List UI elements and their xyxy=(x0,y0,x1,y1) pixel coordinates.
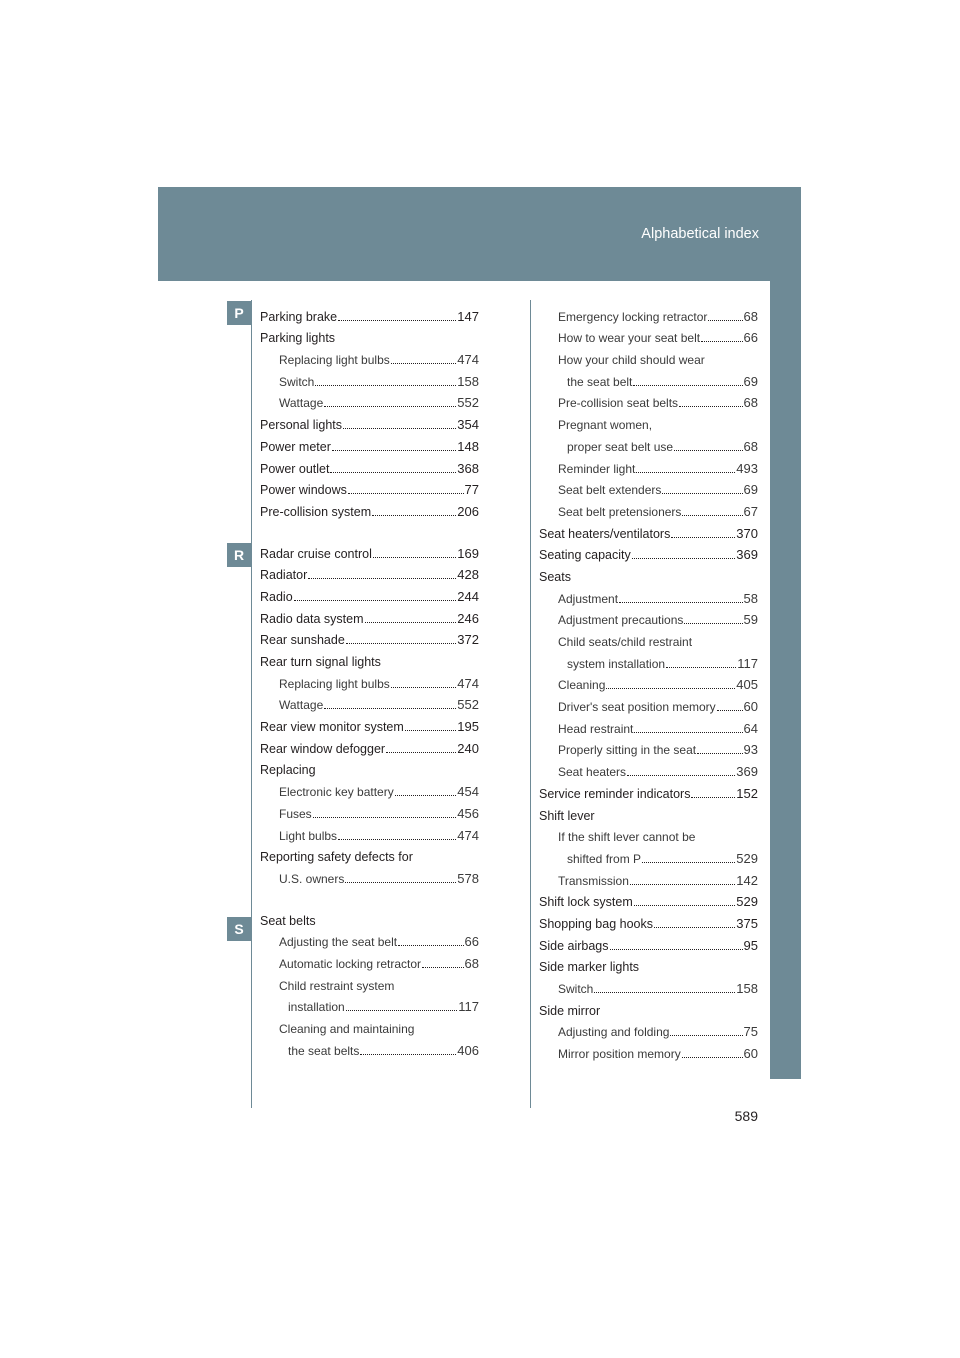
index-entry[interactable] xyxy=(260,994,479,1016)
dot-leader xyxy=(627,775,735,776)
index-entry-label: Child restraint system xyxy=(279,978,395,993)
index-entry-label: Adjusting the seat belt xyxy=(279,935,398,950)
index-entry[interactable] xyxy=(260,735,479,757)
index-entry-page[interactable]: 456 xyxy=(457,805,479,821)
index-entry-label: Reporting safety defects for xyxy=(260,850,413,865)
index-entry[interactable] xyxy=(260,844,479,866)
index-entry-label: Shopping bag hooks xyxy=(539,916,653,931)
dot-leader xyxy=(343,428,456,429)
index-entry[interactable] xyxy=(260,778,479,800)
index-entry[interactable] xyxy=(539,780,758,802)
index-entry[interactable] xyxy=(260,692,479,714)
index-entry-page[interactable]: 405 xyxy=(736,677,758,693)
index-entry-label: How to wear your seat belt xyxy=(558,331,701,346)
index-entry-label: Cleaning xyxy=(558,678,606,693)
index-entry-label: Adjustment xyxy=(558,591,619,606)
dot-leader xyxy=(391,687,457,688)
dot-leader xyxy=(717,710,743,711)
index-entry[interactable] xyxy=(539,975,758,997)
dot-leader xyxy=(634,732,742,733)
index-entry-label: How your child should wear xyxy=(558,353,705,368)
index-entry-page[interactable]: 206 xyxy=(457,503,479,519)
index-entry-label: Properly sitting in the seat xyxy=(558,743,697,758)
index-entry-page[interactable]: 142 xyxy=(736,872,758,888)
dot-leader xyxy=(632,558,736,559)
dot-leader xyxy=(666,667,736,668)
dot-leader xyxy=(365,622,457,623)
index-entry-label: Seat belt pretensioners xyxy=(558,504,682,519)
index-entry-label: Seat heaters xyxy=(558,765,627,780)
index-entry-label: U.S. owners xyxy=(279,871,345,886)
index-entry[interactable] xyxy=(539,346,758,368)
dot-leader xyxy=(662,493,742,494)
index-entry-page[interactable]: 66 xyxy=(743,330,758,346)
index-entry[interactable] xyxy=(539,802,758,824)
index-entry[interactable] xyxy=(260,433,479,455)
section-letter-r: R xyxy=(227,543,251,567)
index-entry-label: Rear sunshade xyxy=(260,633,345,648)
right-index-column xyxy=(539,303,758,1062)
dot-leader xyxy=(682,515,742,516)
dot-leader xyxy=(332,450,456,451)
index-entry-page[interactable]: 117 xyxy=(458,999,479,1015)
index-entry-label: Automatic locking retractor xyxy=(279,956,422,971)
index-entry-page[interactable]: 375 xyxy=(736,915,758,931)
index-entry-label: Shift lock system xyxy=(539,895,633,910)
index-entry-page[interactable]: 369 xyxy=(736,547,758,563)
index-entry-label: Adjustment precautions xyxy=(558,613,684,628)
index-entry[interactable] xyxy=(260,648,479,670)
index-entry-page[interactable]: 68 xyxy=(743,308,758,324)
index-entry-page[interactable]: 152 xyxy=(736,785,758,801)
index-entry[interactable] xyxy=(539,845,758,867)
index-entry-label: Mirror position memory xyxy=(558,1047,681,1062)
index-entry-page[interactable]: 169 xyxy=(457,545,479,561)
dot-leader xyxy=(682,1057,743,1058)
index-entry-label: Reminder light xyxy=(558,461,636,476)
index-entry-label: Radio xyxy=(260,589,293,604)
index-entry-page[interactable]: 493 xyxy=(736,460,758,476)
index-entry[interactable] xyxy=(260,455,479,477)
index-entry-label: Replacing xyxy=(260,763,316,778)
index-entry[interactable] xyxy=(539,585,758,607)
index-entry-label: Adjusting and folding xyxy=(558,1025,670,1040)
index-entry-page[interactable]: 77 xyxy=(464,482,479,498)
dot-leader xyxy=(395,795,457,796)
index-entry-page[interactable]: 68 xyxy=(743,395,758,411)
index-entry-page[interactable]: 529 xyxy=(736,894,758,910)
index-entry-page[interactable]: 552 xyxy=(457,395,479,411)
index-entry-page[interactable]: 68 xyxy=(743,438,758,454)
index-entry[interactable] xyxy=(539,1019,758,1041)
dot-leader xyxy=(338,839,456,840)
index-entry-page[interactable]: 454 xyxy=(457,784,479,800)
dot-leader xyxy=(324,406,456,407)
section-letter-p: P xyxy=(227,301,251,325)
index-entry-page[interactable]: 69 xyxy=(743,482,758,498)
index-entry[interactable] xyxy=(539,607,758,629)
index-entry[interactable] xyxy=(260,540,479,562)
index-entry-label: Side mirror xyxy=(539,1003,601,1018)
index-entry-page[interactable]: 474 xyxy=(457,675,479,691)
index-entry[interactable] xyxy=(539,303,758,325)
index-entry[interactable] xyxy=(539,824,758,846)
dot-leader xyxy=(701,341,742,342)
index-entry-label: Replacing light bulbs xyxy=(279,353,390,368)
left-column-rule xyxy=(251,300,252,1108)
index-entry[interactable] xyxy=(260,583,479,605)
index-entry[interactable] xyxy=(260,822,479,844)
index-entry[interactable] xyxy=(260,627,479,649)
index-entry-page[interactable]: 529 xyxy=(736,850,758,866)
index-entry-label: Service reminder indicators xyxy=(539,786,691,801)
index-entry-page[interactable]: 474 xyxy=(457,352,479,368)
index-entry[interactable] xyxy=(260,757,479,779)
dot-leader xyxy=(674,450,742,451)
index-entry-label: installation xyxy=(288,1000,345,1015)
middle-column-rule xyxy=(530,300,531,1108)
index-entry-label: Side airbags xyxy=(539,938,609,953)
index-entry-label: Seating capacity xyxy=(539,548,631,563)
index-entry-page[interactable]: 59 xyxy=(743,612,758,628)
dot-leader xyxy=(679,406,742,407)
index-entry-page[interactable]: 474 xyxy=(457,827,479,843)
dot-leader xyxy=(642,862,735,863)
index-entry-page[interactable]: 552 xyxy=(457,697,479,713)
index-entry-page[interactable]: 93 xyxy=(743,742,758,758)
index-entry-label: Wattage xyxy=(279,698,324,713)
dot-leader xyxy=(372,515,456,516)
index-entry-page[interactable]: 354 xyxy=(457,417,479,433)
index-entry[interactable] xyxy=(260,562,479,584)
index-entry-page[interactable]: 117 xyxy=(737,655,758,671)
dot-leader xyxy=(610,949,743,950)
index-entry[interactable] xyxy=(539,889,758,911)
index-entry-page[interactable]: 428 xyxy=(457,567,479,583)
index-entry-label: Light bulbs xyxy=(279,828,338,843)
index-entry-page[interactable]: 372 xyxy=(457,632,479,648)
index-entry-page[interactable]: 66 xyxy=(464,934,479,950)
index-entry-page[interactable]: 68 xyxy=(464,955,479,971)
index-entry-label: Wattage xyxy=(279,396,324,411)
index-entry[interactable] xyxy=(260,325,479,347)
index-entry[interactable] xyxy=(260,972,479,994)
index-entry-page[interactable]: 95 xyxy=(743,937,758,953)
dot-leader xyxy=(684,623,742,624)
side-thumb-tab xyxy=(770,281,801,1079)
index-entry-page[interactable]: 368 xyxy=(457,460,479,476)
index-entry-page[interactable]: 246 xyxy=(457,610,479,626)
index-entry[interactable] xyxy=(260,498,479,520)
dot-leader xyxy=(373,557,456,558)
index-entry-label: Power windows xyxy=(260,483,347,498)
index-entry-label: Pre-collision seat belts xyxy=(558,396,679,411)
dot-leader xyxy=(338,320,456,321)
index-entry-label: Seats xyxy=(539,569,571,584)
dot-leader xyxy=(636,472,735,473)
page-header xyxy=(158,187,801,281)
index-entry-label: Parking brake xyxy=(260,309,338,324)
index-entry[interactable] xyxy=(539,498,758,520)
index-entry-label: Switch xyxy=(279,374,315,389)
index-entry-label: Child seats/child restraint xyxy=(558,635,693,649)
index-entry[interactable] xyxy=(539,997,758,1019)
index-entry[interactable] xyxy=(260,605,479,627)
index-entry-label: Side marker lights xyxy=(539,960,640,975)
index-entry[interactable] xyxy=(539,542,758,564)
index-entry-label: Driver's seat position memory xyxy=(558,700,716,715)
index-entry[interactable] xyxy=(539,433,758,455)
index-entry-label: Seat heaters/ventilators xyxy=(539,526,671,541)
index-entry[interactable] xyxy=(539,520,758,542)
index-entry[interactable] xyxy=(539,325,758,347)
dot-leader xyxy=(313,817,457,818)
index-entry-page[interactable]: 195 xyxy=(457,719,479,735)
dot-leader xyxy=(391,363,457,364)
index-entry-page[interactable]: 370 xyxy=(736,525,758,541)
dot-leader xyxy=(294,600,457,601)
index-entry-label: shifted from P xyxy=(567,851,642,866)
index-entry-label: Emergency locking retractor xyxy=(558,309,708,324)
dot-leader xyxy=(345,882,456,883)
index-entry[interactable] xyxy=(260,670,479,692)
index-entry-page[interactable]: 60 xyxy=(743,699,758,715)
index-entry-page[interactable]: 58 xyxy=(743,590,758,606)
index-entry-label: Head restraint xyxy=(558,721,634,736)
index-entry[interactable] xyxy=(539,737,758,759)
index-entry-page[interactable]: 369 xyxy=(736,764,758,780)
index-entry-label: Replacing light bulbs xyxy=(279,676,390,691)
index-entry-label: Rear view monitor system xyxy=(260,720,404,735)
dot-leader xyxy=(634,905,736,906)
index-entry-label: Power meter xyxy=(260,439,331,454)
index-entry[interactable] xyxy=(539,628,758,650)
index-entry[interactable] xyxy=(539,758,758,780)
index-entry-label: Switch xyxy=(558,982,594,996)
index-entry[interactable] xyxy=(260,411,479,433)
dot-leader xyxy=(348,493,464,494)
header-title: Alphabetical index xyxy=(641,226,759,242)
section-gap xyxy=(260,520,479,540)
index-entry[interactable] xyxy=(260,477,479,499)
index-entry-label: proper seat belt use xyxy=(567,439,674,454)
index-entry[interactable] xyxy=(260,303,479,325)
index-entry-label: Cleaning and maintaining xyxy=(279,1022,415,1036)
dot-leader xyxy=(671,537,735,538)
dot-leader xyxy=(630,884,735,885)
index-entry-label: If the shift lever cannot be xyxy=(558,830,696,845)
index-entry-label: Rear window defogger xyxy=(260,741,386,756)
section-gap xyxy=(260,887,479,907)
index-entry-label: the seat belts xyxy=(288,1043,360,1058)
index-entry-label: Power outlet xyxy=(260,461,330,476)
index-entry[interactable] xyxy=(260,950,479,972)
index-entry-label: Radiator xyxy=(260,568,308,583)
index-entry[interactable] xyxy=(539,910,758,932)
index-entry[interactable] xyxy=(260,713,479,735)
index-entry[interactable] xyxy=(539,477,758,499)
index-entry-label: Seat belts xyxy=(260,913,316,928)
index-entry-page[interactable]: 158 xyxy=(736,981,758,996)
section-letter-s: S xyxy=(227,917,251,941)
index-entry[interactable] xyxy=(539,455,758,477)
dot-leader xyxy=(633,385,742,386)
index-entry-page[interactable]: 60 xyxy=(743,1046,758,1062)
index-entry-label: Radio data system xyxy=(260,611,364,626)
index-entry-page[interactable]: 67 xyxy=(743,503,758,519)
index-entry-label: Fuses xyxy=(279,806,312,821)
index-entry[interactable] xyxy=(539,650,758,672)
index-entry[interactable] xyxy=(539,368,758,390)
dot-leader xyxy=(606,688,735,689)
index-entry[interactable] xyxy=(260,390,479,412)
index-entry-label: Electronic key battery xyxy=(279,785,394,800)
index-entry-label: Personal lights xyxy=(260,418,342,433)
page-number: 589 xyxy=(734,1108,758,1124)
index-entry[interactable] xyxy=(260,865,479,887)
dot-leader xyxy=(315,385,456,386)
index-entry[interactable] xyxy=(260,368,479,390)
index-entry-label: Pregnant women, xyxy=(558,418,653,433)
dot-leader xyxy=(691,797,735,798)
index-entry-label: Transmission xyxy=(558,873,629,888)
index-entry[interactable] xyxy=(260,929,479,951)
dot-leader xyxy=(594,992,735,993)
left-index-column xyxy=(260,303,479,1059)
index-entry-page[interactable]: 578 xyxy=(457,870,479,886)
dot-leader xyxy=(619,602,743,603)
index-entry[interactable] xyxy=(539,954,758,976)
index-entry[interactable] xyxy=(539,932,758,954)
index-entry-page[interactable]: 244 xyxy=(457,588,479,604)
dot-leader xyxy=(422,967,463,968)
index-entry[interactable] xyxy=(260,346,479,368)
index-entry-page[interactable]: 240 xyxy=(457,740,479,756)
index-entry[interactable] xyxy=(539,867,758,889)
dot-leader xyxy=(360,1054,456,1055)
index-entry-label: Rear turn signal lights xyxy=(260,655,381,669)
index-entry-page[interactable]: 158 xyxy=(457,373,479,389)
dot-leader xyxy=(386,752,456,753)
dot-leader xyxy=(346,1010,458,1011)
dot-leader xyxy=(308,578,456,579)
index-entry[interactable] xyxy=(539,1040,758,1062)
index-entry[interactable] xyxy=(539,563,758,585)
index-entry[interactable] xyxy=(539,693,758,715)
index-entry-page[interactable]: 75 xyxy=(743,1024,758,1040)
index-entry-label: the seat belt xyxy=(567,374,633,389)
dot-leader xyxy=(697,753,742,754)
dot-leader xyxy=(670,1035,742,1036)
dot-leader xyxy=(708,320,742,321)
index-entry-label: Seat belt extenders xyxy=(558,483,662,498)
index-entry-label: Parking lights xyxy=(260,331,336,346)
index-entry[interactable] xyxy=(260,1037,479,1059)
dot-leader xyxy=(405,730,457,731)
dot-leader xyxy=(346,643,457,644)
index-entry-page[interactable]: 64 xyxy=(743,720,758,736)
index-entry[interactable] xyxy=(539,672,758,694)
index-entry[interactable] xyxy=(539,715,758,737)
index-entry[interactable] xyxy=(539,390,758,412)
index-entry[interactable] xyxy=(260,1015,479,1037)
index-entry[interactable] xyxy=(260,907,479,929)
dot-leader xyxy=(330,472,456,473)
index-entry-label: Pre-collision system xyxy=(260,504,372,519)
index-entry-label: Radar cruise control xyxy=(260,546,372,561)
index-entry-page[interactable]: 406 xyxy=(457,1042,479,1058)
index-entry[interactable] xyxy=(539,411,758,433)
dot-leader xyxy=(324,708,456,709)
index-entry-label: system installation xyxy=(567,656,666,671)
index-entry[interactable] xyxy=(260,800,479,822)
index-entry-page[interactable]: 69 xyxy=(743,373,758,389)
index-entry-label: Shift lever xyxy=(539,808,595,823)
index-entry-page[interactable]: 148 xyxy=(457,438,479,454)
dot-leader xyxy=(654,927,735,928)
dot-leader xyxy=(398,945,463,946)
index-entry-page[interactable]: 147 xyxy=(457,308,479,324)
